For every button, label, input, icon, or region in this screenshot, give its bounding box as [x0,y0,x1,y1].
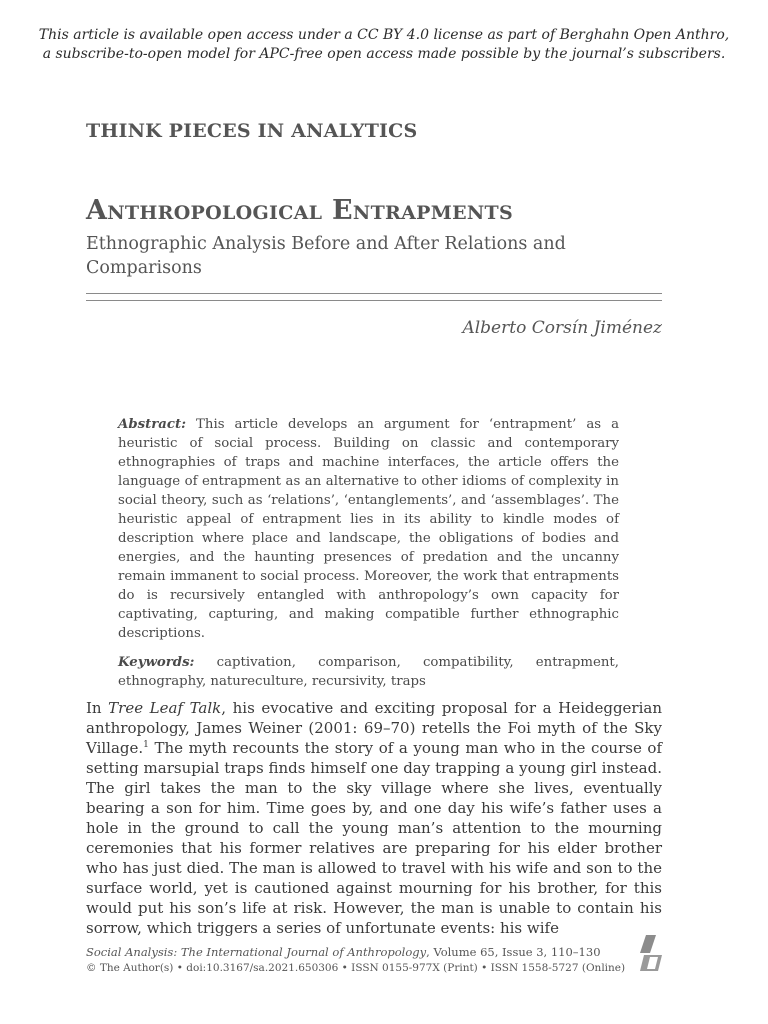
footer-citation [86,944,631,960]
body-text [86,698,662,938]
banner-line-2: a subscribe-to-open model for APC-free open access made possible by the journal’s subscribers. [42,46,726,62]
footnote-marker[interactable]: 1 [143,740,149,750]
abstract-text: This article develops an argument for ‘entrapment’ as a heuristic of social process. Building on classic and contemporary ethnographies of traps and machine interfaces, the article offers the language of entrapment as an alternative to other idioms of complexity in social theory, such as ‘relations’, ‘entanglements’, and ‘assemblages’. The heuristic appeal of entrapment lies in its ability to kindle modes of description where place and landscape, the obligations of bodies and energies, and the haunting presences of predation and the uncanny remain immanent to social process. Moreover, the work that entrapments do is recursively entangled with anthropology’s own capacity for captivating, capturing, and making compatible further ethnographic descriptions. [118,417,620,641]
abstract-label: Abstract: [118,417,187,432]
body-paragraph [86,698,662,938]
journal-name: Social Analysis: The International Journal of Anthropology [86,945,427,959]
title-divider [86,293,662,301]
book-title: Tree Leaf Talk [108,699,222,717]
banner-line-1: This article is available open access under a CC BY 4.0 license as part of Berghahn Open Anthro, [38,27,730,43]
article-subtitle: Ethnographic Analysis Before and After Relations and Comparisons [86,234,566,278]
section-label: THINK PIECES IN ANALYTICS [86,120,418,142]
body-intro: In [86,699,109,717]
article-title: Anthropological Entrapments [86,195,513,226]
page-footer [86,944,631,976]
footer-doi-line: © The Author(s) • doi:10.3167/sa.2021.650306 • ISSN 0155-977X (Print) • ISSN 1558-5727 (Online) [86,962,626,974]
keywords-paragraph [118,653,619,691]
publisher-logo-icon [640,935,662,971]
author-name: Alberto Corsín Jiménez [462,318,662,338]
journal-issue: , Volume 65, Issue 3, 110–130 [426,945,601,959]
keywords-label: Keywords: [118,655,195,670]
open-access-banner [0,26,768,64]
body-text-b: The myth recounts the story of a young man who in the course of setting marsupial traps finds himself one day trapping a young girl instead. The girl takes the man to the sky village where she lives, eventually bearing a son for him. Time goes by, and one day his wife’s father uses a hole in the ground to call the young man’s attention to the mourning ceremonies that his former relatives are preparing for his elder brother who has just died. The man is allowed to travel with his wife and son to the surface world, yet is cautioned against mourning for his brother, for this would put his son’s life at risk. However, the man is unable to contain his sorrow, which triggers a series of unfortunate events: his wife [86,739,662,937]
abstract-paragraph [118,415,619,643]
body-text-a: , his evocative and exciting proposal for a Heideggerian anthropology, James Weiner (2001: 69–70) retells the Foi myth of the Sky Village. [86,699,662,757]
keywords-text: captivation, comparison, compatibility, entrapment, ethnography, natureculture, recursivity, traps [118,655,619,689]
abstract-block [118,415,619,691]
